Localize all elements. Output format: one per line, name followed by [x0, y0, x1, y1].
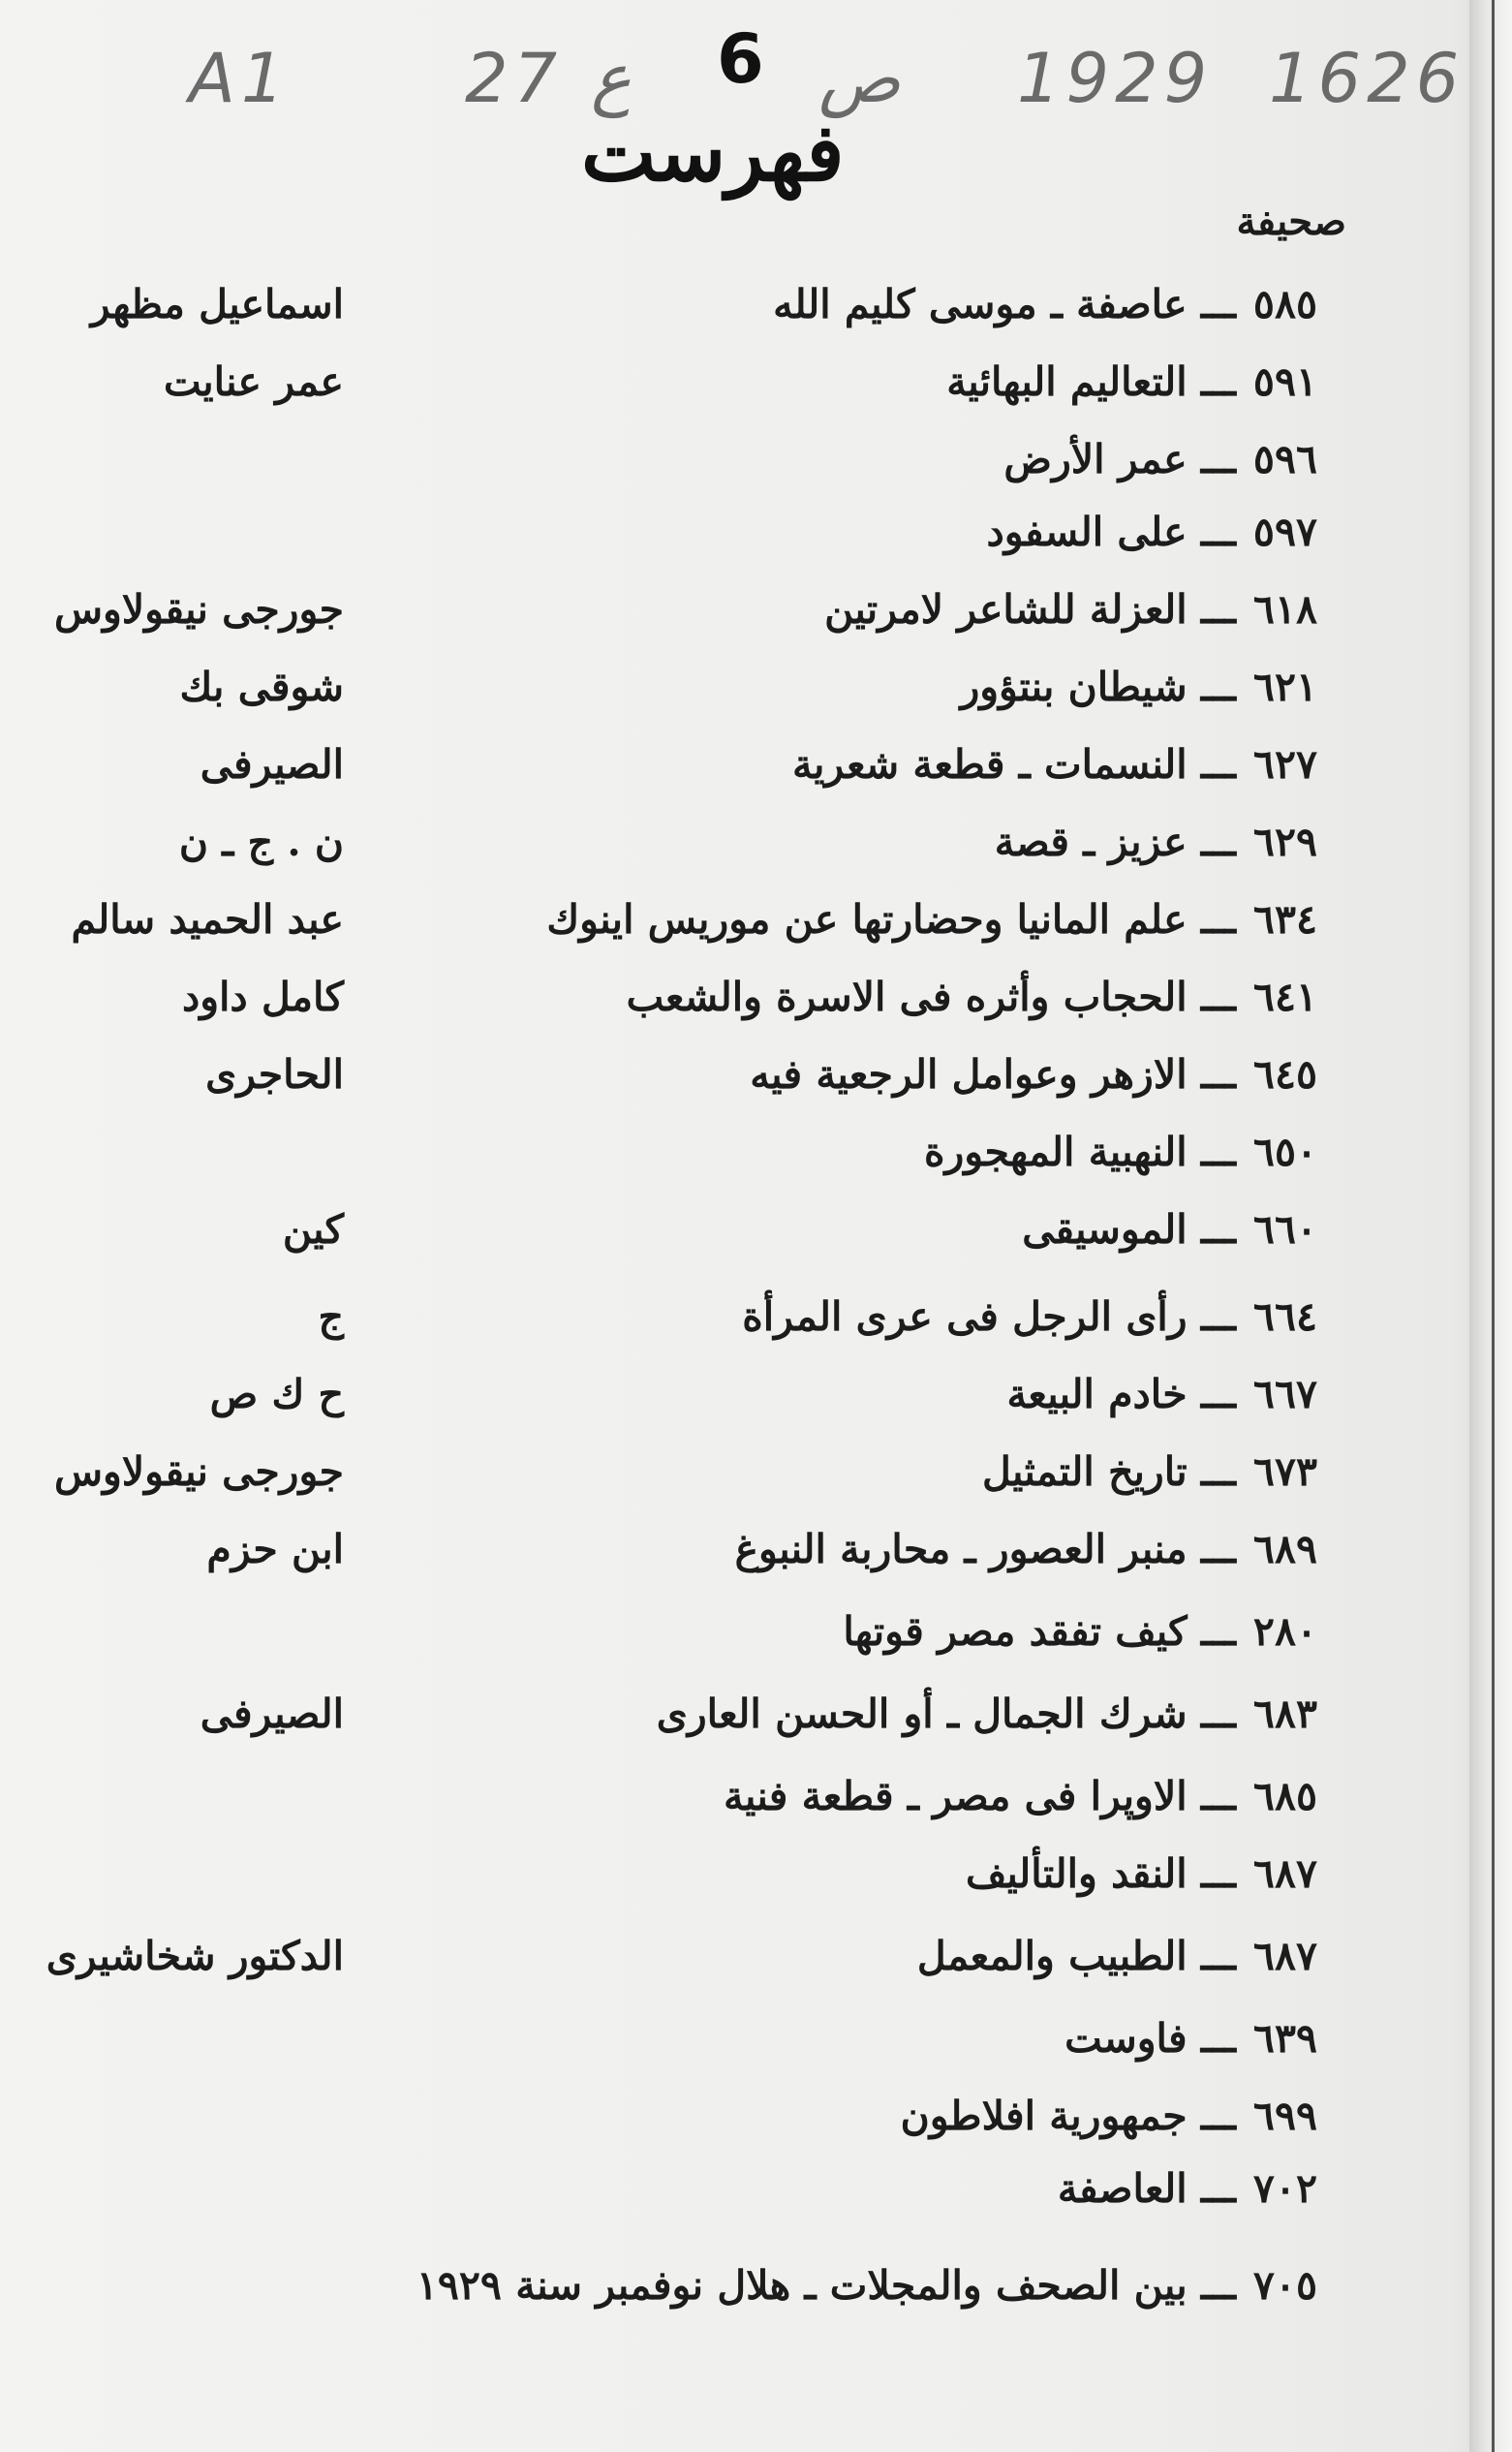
entry-dash: ـــ	[1187, 1051, 1236, 1098]
entry-dash: ـــ	[1187, 2015, 1236, 2062]
entry-page-number: ٦٥٠	[1252, 1129, 1317, 1175]
entry-dash: ـــ	[1187, 586, 1236, 633]
entry-author: الصيرفى	[200, 1691, 344, 1737]
toc-entry	[387, 1371, 1317, 1417]
entry-author: اسماعيل مظهر	[90, 281, 344, 327]
entry-dash: ـــ	[1187, 1129, 1236, 1175]
toc-entry	[387, 974, 1317, 1020]
entry-title: على السفود	[986, 509, 1188, 555]
entry-page-number: ٦٣٤	[1252, 896, 1317, 943]
entry-page-number: ٧٠٥	[1252, 2262, 1317, 2309]
entry-dash: ـــ	[1187, 741, 1236, 788]
toc-entry	[387, 2165, 1317, 2212]
entry-dash: ـــ	[1187, 896, 1236, 943]
toc-entry	[387, 1206, 1317, 1253]
entry-title: الازهر وعوامل الرجعية فيه	[750, 1051, 1188, 1098]
entry-page-number: ٦٤١	[1252, 974, 1317, 1020]
entry-page-number: ٦٨٥	[1252, 1773, 1317, 1819]
toc-entry	[387, 1293, 1317, 1340]
entry-author: الصيرفى	[200, 741, 344, 788]
entry-title: عزيز ـ قصة	[994, 819, 1188, 865]
handwritten-note: ع	[591, 39, 632, 118]
entry-page-number: ٦٢١	[1252, 664, 1317, 710]
handwritten-note: ص	[818, 39, 901, 118]
entry-dash: ـــ	[1187, 1608, 1236, 1655]
handwritten-note: 1929	[1017, 39, 1214, 118]
entry-author: عمر عنايت	[163, 358, 344, 405]
entry-author: جورجى نيقولاوس	[53, 586, 344, 633]
handwritten-note: 1626	[1269, 39, 1466, 118]
entry-page-number: ٥٨٥	[1252, 281, 1317, 327]
entry-title: عاصفة ـ موسى كليم الله	[773, 281, 1188, 327]
entry-title: التعاليم البهائية	[946, 358, 1188, 405]
toc-entry	[387, 1526, 1317, 1572]
toc-entry	[387, 1933, 1317, 1979]
toc-entry	[387, 1608, 1317, 1655]
handwritten-note: 27	[465, 39, 564, 118]
entry-title: الطبيب والمعمل	[916, 1933, 1188, 1979]
entry-page-number: ٦٦٧	[1252, 1371, 1317, 1417]
toc-entry	[387, 1773, 1317, 1819]
entry-page-number: ٦٨٩	[1252, 1526, 1317, 1572]
toc-entry	[387, 1129, 1317, 1175]
entry-dash: ـــ	[1187, 1850, 1236, 1897]
entry-title: فاوست	[1065, 2015, 1188, 2062]
entry-dash: ـــ	[1187, 281, 1236, 327]
entry-page-number: ٥٩٧	[1252, 509, 1317, 555]
toc-entry	[387, 436, 1317, 482]
entry-dash: ـــ	[1187, 1206, 1236, 1253]
entry-dash: ـــ	[1187, 2165, 1236, 2212]
entry-dash: ـــ	[1187, 974, 1236, 1020]
entry-title: رأى الرجل فى عرى المرأة	[742, 1293, 1188, 1340]
entry-author: ن . ج ـ ن	[178, 819, 344, 865]
entry-title: شيطان بنتؤور	[960, 664, 1188, 710]
entry-title: العزلة للشاعر لامرتين	[824, 586, 1188, 633]
entry-dash: ـــ	[1187, 1448, 1236, 1495]
entry-page-number: ٦٢٩	[1252, 819, 1317, 865]
entry-title: الحجاب وأثره فى الاسرة والشعب	[626, 974, 1188, 1020]
entry-page-number: ٦٦٤	[1252, 1293, 1317, 1340]
entry-author: ابن حزم	[206, 1526, 344, 1572]
entry-page-number: ٦٢٧	[1252, 741, 1317, 788]
entry-author: شوقى بك	[179, 664, 344, 710]
entry-author: كامل داود	[181, 974, 344, 1020]
toc-entry	[387, 358, 1317, 405]
entry-title: خادم البيعة	[1006, 1371, 1188, 1417]
entry-page-number: ٦٧٣	[1252, 1448, 1317, 1495]
entry-title: عمر الأرض	[1003, 436, 1188, 482]
entry-dash: ـــ	[1187, 1773, 1236, 1819]
entry-author: الدكتور شخاشيرى	[46, 1933, 344, 1979]
entry-title: منبر العصور ـ محاربة النبوغ	[734, 1526, 1188, 1572]
page-title: فهرست	[581, 107, 845, 200]
entry-title: تاريخ التمثيل	[982, 1448, 1188, 1495]
entry-title: العاصفة	[1057, 2165, 1188, 2212]
toc-entry	[387, 1051, 1317, 1098]
toc-entry	[387, 1691, 1317, 1737]
entry-title: جمهورية افلاطون	[900, 2093, 1188, 2139]
entry-dash: ـــ	[1187, 2262, 1236, 2309]
entry-dash: ـــ	[1187, 1933, 1236, 1979]
toc-entry	[387, 1448, 1317, 1495]
entry-dash: ـــ	[1187, 1691, 1236, 1737]
entry-page-number: ٦٦٠	[1252, 1206, 1317, 1253]
entry-page-number: ٦٨٣	[1252, 1691, 1317, 1737]
entry-page-number: ٥٩١	[1252, 358, 1317, 405]
entry-page-number: ٦٨٧	[1252, 1933, 1317, 1979]
handwritten-note: A1	[189, 39, 291, 118]
entry-dash: ـــ	[1187, 1371, 1236, 1417]
entry-title: شرك الجمال ـ أو الحسن العارى	[656, 1691, 1188, 1737]
entry-dash: ـــ	[1187, 1293, 1236, 1340]
entry-dash: ـــ	[1187, 1526, 1236, 1572]
entry-page-number: ٥٩٦	[1252, 436, 1317, 482]
handwritten-note: 6	[717, 19, 770, 99]
entry-author: ح ك ص	[209, 1371, 344, 1417]
entry-author: عبد الحميد سالم	[71, 896, 344, 943]
entry-page-number: ٦٣٩	[1252, 2015, 1317, 2062]
entry-page-number: ٦٩٩	[1252, 2093, 1317, 2139]
page-column-header: صحيفة	[1236, 199, 1346, 244]
entry-title: النهبية المهجورة	[924, 1129, 1188, 1175]
toc-entry	[387, 509, 1317, 555]
toc-entry	[387, 2262, 1317, 2309]
entry-title: النقد والتأليف	[965, 1850, 1188, 1897]
entry-title: النسمات ـ قطعة شعرية	[792, 741, 1188, 788]
toc-entry	[387, 819, 1317, 865]
entry-title: علم المانيا وحضارتها عن موريس اينوك	[546, 896, 1188, 943]
entry-dash: ـــ	[1187, 509, 1236, 555]
entry-dash: ـــ	[1187, 664, 1236, 710]
entry-title: كيف تفقد مصر قوتها	[843, 1608, 1188, 1655]
entry-dash: ـــ	[1187, 2093, 1236, 2139]
entry-page-number: ٦٨٧	[1252, 1850, 1317, 1897]
entry-author: الحاجرى	[205, 1051, 344, 1098]
toc-entry	[387, 2093, 1317, 2139]
toc-entry	[387, 896, 1317, 943]
toc-entry	[387, 586, 1317, 633]
entry-page-number: ٧٠٢	[1252, 2165, 1317, 2212]
entry-dash: ـــ	[1187, 819, 1236, 865]
entry-page-number: ٢٨٠	[1252, 1608, 1317, 1655]
toc-entry	[387, 281, 1317, 327]
toc-entry	[387, 741, 1317, 788]
entry-author: كين	[282, 1206, 344, 1253]
toc-entry	[387, 1850, 1317, 1897]
toc-entry	[387, 664, 1317, 710]
entry-page-number: ٦١٨	[1252, 586, 1317, 633]
entry-page-number: ٦٤٥	[1252, 1051, 1317, 1098]
entry-title: الاوپرا فى مصر ـ قطعة فنية	[724, 1773, 1188, 1819]
entry-dash: ـــ	[1187, 436, 1236, 482]
entry-title: الموسيقى	[1022, 1206, 1188, 1253]
entry-dash: ـــ	[1187, 358, 1236, 405]
toc-entry	[387, 2015, 1317, 2062]
entry-title: بين الصحف والمجلات ـ هلال نوفمبر سنة ١٩٢٩	[416, 2262, 1188, 2309]
entry-author: ج	[318, 1293, 344, 1340]
entry-author: جورجى نيقولاوس	[53, 1448, 344, 1495]
